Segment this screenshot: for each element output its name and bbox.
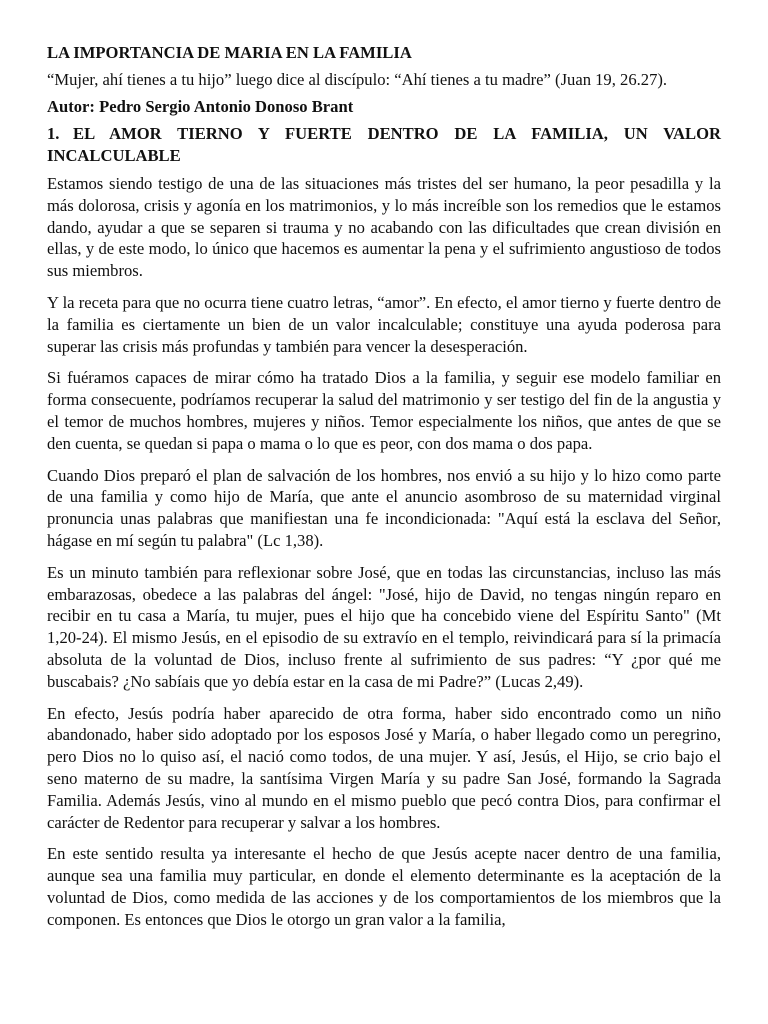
paragraph: Es un minuto también para reflexionar sobre José, que en todas las circunstancias, incluso las más embarazosas, obedece a las palabras del ángel: "José, hijo de David, no tengas ningún reparo en recibir en tu casa a María, tu mujer, pues el hijo que ha concebido viene del Espíritu Santo" (Mt 1,20-24). El mismo Jesús, en el episodio de su extravío en el templo, reivindicará para sí la primacía absoluta de la voluntad de Dios, incluso frente al sufrimiento de sus padres: “Y ¿por qué me buscabais? ¿No sabíais que yo debía estar en la casa de mi Padre?” (Lucas 2,49). [47, 562, 721, 691]
paragraph: Si fuéramos capaces de mirar cómo ha tratado Dios a la familia, y seguir ese modelo familiar en forma consecuente, podríamos recuperar la salud del matrimonio y ser testigo del fin de la angustia y el temor de muchos hombres, mujeres y niños. Temor especialmente los niños, que antes de que se den cuenta, se quedan si papa o mama o lo que es peor, con dos mama o dos papa. [47, 368, 721, 453]
paragraph: Estamos siendo testigo de una de las situaciones más tristes del ser humano, la peor pesadilla y la más dolorosa, crisis y agonía en los matrimonios, y lo más increíble son los remedios que le estamos dando, ayudar a que se separen si trauma y no acabando con las dificultades que crean división en ellas, y de este modo, lo único que hacemos es aumentar la pena y el sufrimiento angustioso de todos sus miembros. [47, 173, 721, 281]
paragraph: En efecto, Jesús podría haber aparecido de otra forma, haber sido encontrado como un niño abandonado, haber sido adoptado por los esposos José y María, o haber llegado como un peregrino, pero Dios no lo quiso así, el nació como todos, de una mujer. Y así, Jesús, el Hijo, se crio bajo el seno materno de su madre, la santísima Virgen María y su padre San José, formando la Sagrada Familia. Además Jesús, vino al mundo en el mismo pueblo que pecó contra Dios, para confirmar el carácter de Redentor para recuperar y salvar a los hombres. [47, 703, 721, 832]
epigraph-quote: “Mujer, ahí tienes a tu hijo” luego dice al discípulo: “Ahí tienes a tu madre” (Juan 19, 26.27). [47, 69, 668, 89]
section-heading-text: EL AMOR TIERNO Y FUERTE DENTRO DE LA FAMILIA, UN VALOR INCALCULABLE [47, 124, 721, 166]
document-title: LA IMPORTANCIA DE MARIA EN LA FAMILIA [47, 43, 412, 62]
paragraph: Cuando Dios preparó el plan de salvación de los hombres, nos envió a su hijo y lo hizo como parte de una familia y como hijo de María, que ante el anuncio asombroso de su maternidad virginal pronuncia unas palabras que manifiestan una fe incondicionada: "Aquí está la esclava del Señor, hágase en mí según tu palabra" (Lc 1,38). [47, 465, 721, 550]
paragraph: En este sentido resulta ya interesante el hecho de que Jesús acepte nacer dentro de una familia, aunque sea una familia muy particular, en donde el elemento determinante es la aceptación de la voluntad de Dios, como medida de las acciones y de los comportamientos de los miembros que la componen. Es entonces que Dios le otorgo un gran valor a la familia, [47, 844, 721, 929]
section-heading [47, 123, 721, 167]
paragraph: Y la receta para que no ocurra tiene cuatro letras, “amor”. En efecto, el amor tierno y fuerte dentro de la familia es ciertamente un bien de un valor incalculable; constituye una ayuda poderosa para superar las crisis más profundas y también para vencer la desesperación. [47, 292, 721, 356]
section-number: 1. [47, 124, 60, 144]
author-line: Autor: Pedro Sergio Antonio Donoso Brant [47, 96, 354, 116]
